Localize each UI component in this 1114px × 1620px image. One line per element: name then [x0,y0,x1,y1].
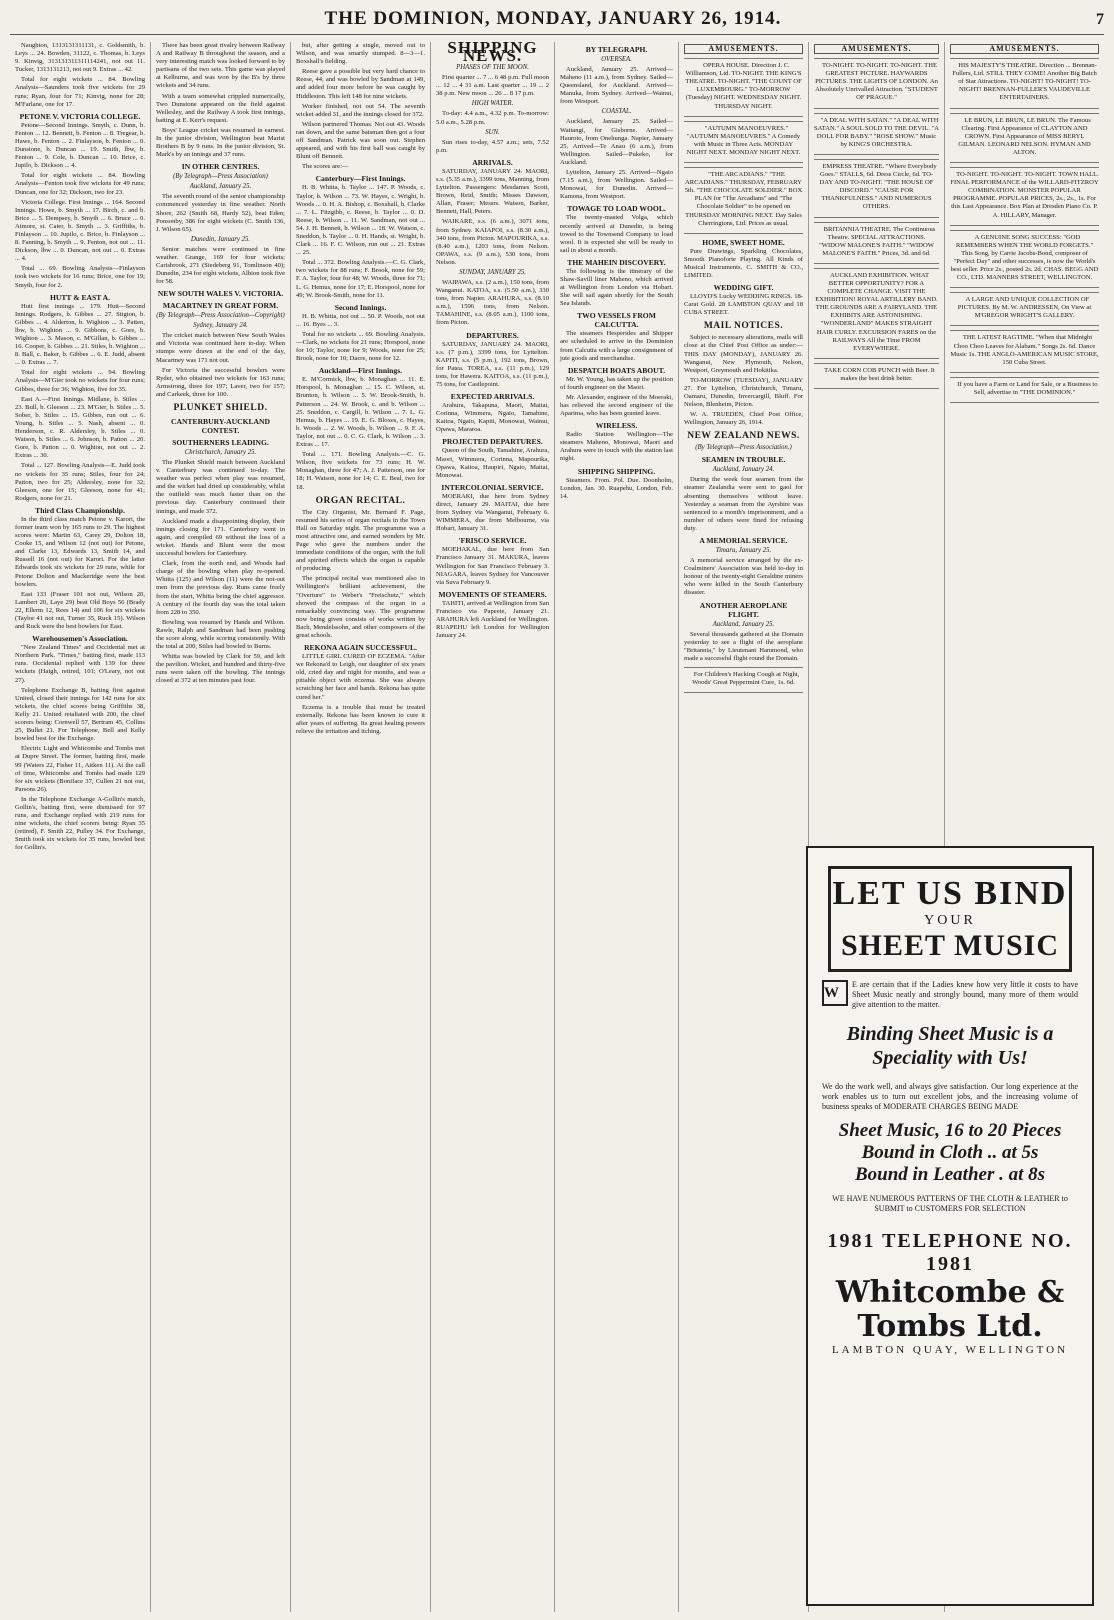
text-block: "New Zealand Times" and Occidental met at Northern Park. "Times," batting first, made 113 runs. Occidental replied with 139 for three wickets (Haigh, retired, 101; O'Leary, not out 27). [15,644,145,684]
text-block: The following is the itinerary of the Shaw-Savill liner Maheno, which arrived at Wellington from London via Hobart. She will sail again shortly for the South Sea Islands. [560,267,673,308]
text-block: Telephone Exchange B, batting first against United, closed their innings for 142 runs for six wickets, the chief scores being Griffiths 38, Kelly 21. United retaliated with 200, the chief scorers being: Cornwell 57, Bertram 45, Collins 25, Bullet 21. For Telephone, Bell and Kelly bowled best for the Exchange. [15,686,145,743]
text-block: W. A. TRUEDEN, Chief Post Office, Wellington, January 26, 1914. [684,411,803,427]
text-block: TO-MORROW (TUESDAY), JANUARY 27. For Lyttelton, Christchurch, Timaru, Oamaru, Dunedin, Invercargill, Bluff. For Nelson, Blenheim, Picton. [684,376,803,409]
text-block: The scores are:— [302,163,349,171]
text-block: The City Organist, Mr. Bernard F. Page, resumed his series of organ recitals in the Town Hall on Saturday night. The programme was a most attractive one, and earned wonders by Mr. Page who gave the numbers under the immediate conditions of the organ, with the full and spirited effects which the organ is capable of producing. [296,508,425,573]
text-block: Total for eight wickets ... 84. Bowling Analysis—Fenton took five wickets for 49 runs; Duncan, one for 32; Dickson, two for 23. [15,172,145,196]
heading: TOWAGE TO LOAD WOOL. [567,204,666,214]
dateline: Christchurch, January 25. [184,449,257,456]
advertisement [814,363,939,389]
text-block: The steamers Hesperides and Shipper are scheduled to arrive in the Dominion from Calcutta with a large consignment of jute goods and merchandise. [560,330,673,362]
text-block: Wilson partnered Thomas. Not out 43. Woods ran down, and the same batsman then got a four off Sandman. Patrick was soon out. Stephen appeared, and with his first ball was caught by Blunt off Bennett. [296,120,425,161]
heading: IN OTHER CENTRES. [181,162,260,172]
heading: DESPATCH BOATS ABOUT. [567,365,666,375]
text-block: Whitta was bowled by Clark for 59, and left the pavilion. Wicket, and hundred and thirty-five runs were taken off the bowling. The innings closed at 372 at ten minutes past four. [156,653,285,685]
column-cricket-2 [150,42,290,1612]
subheading: COASTAL. [601,108,632,116]
masthead [10,8,1104,35]
text-block: The cricket match between New South Wales and Victoria was continued here to-day. When stumps were drawn at the end of the day, Macartney was 171 not out. [156,332,285,364]
heading: MOVEMENTS OF STEAMERS. [438,589,547,599]
column-amusements-1 [678,42,808,1612]
advertisement [950,113,1099,163]
text-block: Lyttelton, January 25. Arrived—Ngaio (7.15 a.m.), from Wellington. Sailed—Monowai, for Dunedin. Arrived—Kamona, from Westport. [560,169,673,201]
subheading: (By Telegraph—Press Association—Copyright) [156,312,285,320]
advertisement [814,159,939,218]
heading: Canterbury—First Innings. [315,174,406,184]
text-block: EMPRESS THEATRE. "Where Everybody Goes." STALLS, 6d. Dress Circle, 6d. TO-DAY AND TO-NIGHT. "THE HOUSE OF DISCORD." "CAUSE FOR THANKFULNESS." AND NUMEROUS OTHERS. [819,162,937,211]
text-block: Several thousands gathered at the Domain yesterday to see a flight of the aeroplane "Britannia," by Lieutenant Hammond, who made a successful flight round the Domain. [684,630,803,662]
text-block: During the week four seamen from the steamer Zealandia were sent to gaol for absenting themselves without leave. Yesterday a seaman from the Ayrshire was sentenced to a month's imprisonment, and a number of others were fined for refusing duty. [684,476,803,532]
text-block: BRITANNIA THEATRE. The Continuous Theatre. SPECIAL ATTRACTIONS. "WIDOW MALONE'S FAITH." "WIDOW MALONE'S FAITH." Prices, 3d. and 6d. [819,225,936,257]
text-block: Clark, from the north end, and Woods had charge of the bowling when play re-opened. Whitta (125) and Wilson (11) were the not-out men from the previous day. Runs came freely from the start, Whitta being the chief aggressor. A century of the fourth day was the total taken from 228 to 350. [156,560,285,616]
firm-name: Whitcombe & Tombs Ltd. [835,1275,1065,1344]
ad-body [808,972,1092,1018]
heading: ARRIVALS. [472,157,513,167]
scorecard: H. B. Whitta, b. Taylor ... 147. P. Woods, c. Taylor, b. Wilson ... 73. W. Hayes, c. Wright, b. Woods ... 0. H. A. Bishop, c. Boxshall, b. Clarke ... 7. L. Fitzgibb, c. Reese, b. Taylor ... 0. D. Reese, b. Wilson ... 11. W. Sandman, not out ... 54. J. H. Bennett, b. Wilson ... 18. W. Watson, c. Sneddon, b. Taylor ... 0. H. Hands, st. Wright, b. Clark ... 16. F. C. Wilson, run out ... 21. Extras ... 25. [296,184,425,257]
text-block: SATURDAY, JANUARY 24. MAORI, s.s. (5.35 a.m.), 3399 tons, Manning, from Lyttelton. Passengers: Mesdames Scott, Brown, Reid, Smith; Misses Dawson, Allan, Fraser; Messrs. Watson, Barker, Bennett, Hall, Peters. [436,167,549,216]
scorecard: Total ... 171. Bowling Analysis.—C. G. Wilson, five wickets for 73 runs; H. W. Monaghan, three for 47; A. J. Patterson, one for 18; H. Watson, none for 14; C. E. Beal, two for 18. [296,451,425,491]
text-block: AUCKLAND EXHIBITION. WHAT BETTER OPPORTUNITY? FOR A COMPLETE CHANGE. VISIT THE EXHIBITION! ROYAL ARTILLERY BAND. THE GROUNDS ARE A FAIRYLAND. THE EXHIBITS ARE ASTONISHING. "WONDERLAND" MAKES STRAIGHT HAIR CURLY. EXCURSION FARES on the RAILWAYS All the Time FROM EVERYWHERE. [815,271,938,352]
heading: CANTERBURY-AUCKLAND CONTEST. [170,417,271,435]
ad-headline: LET US BIND [832,875,1068,912]
heading: Second Innings. [334,302,387,312]
text-block: Mr. W. Young, has taken up the position of fourth engineer on the Maori. [560,375,673,391]
scorecard: H. B. Whitta, not out ... 50. P. Woods, not out ... 16. Byes ... 3. [296,312,425,328]
text-block: TO-NIGHT. TO-NIGHT. TO-NIGHT. TOWN HALL. FINAL PERFORMANCE of the WILLARD-FITZROY COMBINATION. MONSTER POPULAR PROGRAMME. POPULAR PRICES, 2s., 2s., 1s. For this Last Appearance. Box Plan at Dresden Piano Co. P. A. HILLARY, Manager. [950,171,1099,219]
text-block: TO-NIGHT. TO-NIGHT. TO-NIGHT. THE GREATEST PICTURE. HAYWARDS PICTURES. THE LIGHTS OF LONDON. An Absolutely Unrivalled Attraction. "STUDENT OF PRAGUE." [815,62,938,102]
section-title: AMUSEMENTS. [684,44,803,54]
heading: NEW ZEALAND NEWS. [687,431,800,442]
sheet-music-advertisement [806,846,1094,1606]
scorecard: Total for no wickets ... 69. Bowling Analysis.—Clark, no wickets for 21 runs; Horspool, none for 10; Taylor, none for 9; Woods, none for 25; Brook, none for 10; Dacre, none for 12. [296,330,425,363]
text-block: Subject to necessary alterations, mails will close at the Chief Post Office as under:— THIS DAY (MONDAY), JANUARY 26. Wanganui, New Plymouth, Nelson, Westport, Greymouth and Hokitika. [684,334,803,374]
scorecard: E. M'Cormick, lbw, b. Monaghan ... 11. E. Horspool, b. Monaghan ... 15. C. Wilson, st. Brunton, b. Wilson ... 5. W. Brook-Smith, b. Patterson ... 24. W. Brook, c. and b. Wilson ... 25. Sneddon, c. Cargill, b. Wilson ... 7. L. G. Hemus, b. Hayes ... 19. E. G. Bloxes, c. Hayes, b. Woods ... 2. W. Woods, b. Wilson ... 9. F. A. Taylor, not out ... 0. C. G. Clark, b. Wilson ... 3. Extras ... 17. [296,376,425,449]
text-block: Sun rises to-day, 4.57 a.m.; sets, 7.52 p.m. [436,138,549,154]
text-block: Arahura, Takapuna, Maori, Maitai, Corinna, Wimmera, Ngaio, Tamahine, Kaitoa, Ngaio, Kapiti, Monowai, Wainui, Opawa, Mararoa. [436,402,549,434]
advertisement [950,330,1099,372]
text-block: HIS MAJESTY'S THEATRE. Direction ... Brennan-Fullers, Ltd. STILL THEY COME! Another Big Batch of Star Attractions. TO-NIGHT! TO-NIGHT! TO-NIGHT! BRENNAN-FULLER'S VAUDEVILLE ENTERTAINERS. [952,62,1097,102]
text-block: Queen of the South, Tamahine, Arahura, Maori, Wimmera, Corinna, Mapourika, Opawa, Kaitoa, Haupiri, Ngaio, Maitai, Monowai. [436,447,549,479]
dateline: Auckland, January 24. [712,466,775,474]
heading: HUTT & EAST A. [49,292,111,302]
heading: THE MAHEIN DISCOVERY. [567,257,666,267]
heading: PETONE V. VICTORIA COLLEGE. [19,111,141,121]
subheading: SUN. [485,128,500,136]
text-block: If you have a Farm or Land for Sale, or a Business to Sell, advertise in "THE DOMINION." [957,380,1098,396]
text-block: Eczema is a trouble that must be treated externally. Rekona has been known to cure it after years of suffering. Its great healing powers relieve the irritation and itching. [296,703,425,735]
column-scores [290,42,430,1612]
text-block: LE BRUN, LE BRUN, LE BRUN. The Famous Clearing. First Appearance of CLAYTON AND CROWN. First Appearance of MISS BERYL GILMAN. LEONARD NELSON. HYMAN AND ALTON. [958,116,1091,156]
text-block: With a team somewhat crippled numerically, Two Dunstone appeared on the field against Wellesley, and the Railway A took first innings, batting at E. Kerr's request. [156,92,285,124]
text-block: The seventh round of the senior championship commenced yesterday in fine weather. North Shore, 262 (Smith 68, Hardy 52), beat Eden; Ponsonby, 386 for eight wickets (C. Smith 136, J. Wilson 65). [156,193,285,233]
price-line: Bound in Cloth .. at 5s [861,1142,1039,1163]
text-block: Pure Drawings, Sparkling Chocolates, Smooth Pianoforte Playing. All Kinds of Musical Instruments. C. SMITH & CO., LIMITED. [684,247,803,279]
column-shipping [430,42,554,1612]
masthead-title: THE DOMINION, MONDAY, JANUARY 26, 1914. [324,8,782,29]
ad-headline-your: YOUR [924,913,976,928]
heading: WEDDING GIFT. [713,283,774,293]
dateline: Sydney, January 24. [193,322,248,330]
heading: HOME, SWEET HOME. [702,237,785,247]
heading: DEPARTURES. [466,330,519,340]
text-block: For Victoria the successful bowlers were Ryder, who obtained two wickets for 163 runs; Armstrong, three for 197; Laver, two for 157; and Carkeek, three for 100. [156,366,285,398]
text-block: Bowling was resumed by Hands and Wilson. Rawle, Ralph and Sandman had been pushing the score along, while scoring consistently. With the total at 200, Stiles had bowled to Burns. [156,618,285,651]
text-block: but, after getting a single, moved out to Wilson, and was smartly stumped. 8—3—1. Boxshall's fielding. [296,42,425,66]
advertisement [950,58,1099,108]
advertisement [950,230,1099,289]
heading: MACARTNEY IN GREAT FORM. [162,301,279,311]
column-cricket [10,42,150,1612]
text-block: SATURDAY, JANUARY 24. MAORI, s.s. (7 p.m.), 3399 tons, for Lyttelton. KAPITI, s.s. (5 p.m.), 192 tons, Brown, for Patea. TOREA, s.s. (11 p.m.), 129 tons, for Hawera. KAITOA, s.s. (11 p.m.), 75 tons, for Castlepoint. [436,340,549,388]
text-block: TAKE CORN COB PUNCH with Beer. It makes the best drink better. [824,366,935,382]
heading: Auckland—First Innings. [318,366,403,376]
text-block: A LARGE AND UNIQUE COLLECTION OF PICTURES. By M. W. ANDRESSEN, On View at M'GREGOR WRIGHT'S GALLERY. [957,296,1092,320]
text-block: A memorial service arranged by the ex-Coalminers' Association was held to-day in honour of the twenty-eight Geraldine miners who were killed in the South Canterbury disaster. [684,557,803,597]
heading: 'FRISCO SERVICE. [458,536,527,546]
text-block: The twenty-masted Volga, which recently arrived at Dunedin, is being towed to the Townsend Company to load wool. It is expected she will be ready to sail in about a month. [560,214,673,254]
advertisement [950,292,1099,326]
text-block: Mr. Alexander, engineer of the Moeraki, has relieved the second engineer of the Aparima, who has been granted leave. [560,393,673,418]
heading: SHIPPING SHIPPING. [577,466,656,476]
heading: INTERCOLONIAL SERVICE. [441,482,544,492]
advertisement [814,222,939,264]
heading: TWO VESSELS FROM CALCUTTA. [577,311,656,330]
telephone-number: 1981 TELEPHONE NO. 1981 [827,1230,1073,1275]
heading: PLUNKET SHIELD. [173,403,268,413]
text-block: To-day: 4.4 a.m., 4.32 p.m. To-morrow: 5.0 a.m., 5.28 p.m. [436,110,549,126]
advertisement [814,58,939,108]
ad-slogan: Binding Sheet Music is a Speciality with Us! [846,1023,1054,1069]
text-block: Total for eight wickets ... 84. Bowling Analysis—Saunders took five wickets for 29 runs; Ryan, four for 71; Kinvig, none for 28; M'Farlane, one for 17. [15,76,145,108]
text-block: "AUTUMN MANOEUVRES." "AUTUMN MANOEUVRES." A Comedy with Music in Three Acts. MONDAY NIGHT NEXT. MONDAY NIGHT NEXT. [686,124,801,156]
subheading: (By Telegraph—Press Association.) [695,444,792,452]
text-block: Total ... 69. Bowling Analysis—Finlayson took two wickets for 16 runs; Brice, one for 19; Smyth, four for 2. [15,265,145,289]
subheading: PHASES OF THE MOON. [456,64,529,72]
ad-headline-sheet-music: SHEET MUSIC [840,929,1059,962]
text-block: WAIPAWA, s.s. (2 a.m.), 150 tons, from Wanganui. KATOA, s.s. (5.50 a.m.), 330 tons, from Napier. ARAHURA, s.s. (8.10 a.m.), 1596 tons, from Nelson. TAMAHINE, s.s. (8.05 a.m.), 1100 tons, from Picton. [436,278,549,327]
text-block: Auckland made a disappointing display, their innings closing for 171. Canterbury went in again, and compiled 69 without the loss of a wicket. Hands and Blunt were the most successful bowlers for Canterbury. [156,517,285,558]
text-block: "A DEAL WITH SATAN." "A DEAL WITH SATAN." A SOUL SOLD TO THE DEVIL. "A DOLL FOR BABY." "ROSE SHOW." Music by KING'S ORCHESTRA. [814,116,939,148]
heading: ANOTHER AEROPLANE FLIGHT. [699,600,788,619]
heading: A MEMORIAL SERVICE. [699,536,788,546]
text-block: Senior matches were continued in fine weather. Grange, 169 for four wickets; Carisbrook, 271 (Siedeberg 91, Tomlinson 40); Dunedin, 234 for eight wickets, Albion took five for 58. [156,245,285,286]
text-block: Total ... 127. Bowling Analysis—E. Judd took no wickets for 35 runs; Stiles, four for 24; Patton, two for 25; Aldersley, none for 32; Gleeson, one for 15; Gleeson, none for 41; Rodgers, none for 21. [15,462,145,502]
text-block: LLOYD'S Lucky WEDDING RINGS. 18-Carat Gold. 28 LAMBTON QUAY and 18 CUBA STREET. [684,293,803,317]
text-block: THE LATEST RAGTIME. "When that Midnight Choo Choo Leaves for Alabam." Songs 2s. 6d. Dance Music 1s. THE ANGLO-AMERICAN MUSIC STORE, 150 Cuba Street. [950,334,1099,366]
text-block: Hutt first innings ... 179. Hutt—Second Innings. Rodgers, b. Gibbes ... 27. Stigton, b. Gibbes ... 4. Alderton, b. Wighton ... 3. Patten, lbw, b. Wighton ... 9. Gibbons, c. Gore, b. Wighton ... 3. Mason, c. M'Gillan, b. Gibbes ... 16. Cooper, b. Gibbes ... 21. Stiles, b. Wighton ... 8. Ball, c. Baker, b. Gibbes ... 6. E. Judd, absent ... 0. Extras ... 7. [15,302,145,367]
heading: EXPECTED ARRIVALS. [450,392,535,402]
ad-banner [828,866,1072,972]
text-block: MOERAKI, due here from Sydney direct, January 29. MAITAI, due here from Sydney via Wanganui, February 6. WIMMERA, due from Melbourne, via Hobart, January 31. [436,492,549,533]
text-block: Reese gave a possible but very hard chance to Reese, 44, and was bowled by Sandman at 149, and added four more before he was caught by Hiddleston. This left 148 for nine wickets. [296,68,425,100]
text-block: There has been great rivalry between Railway A and Railway B throughout the season, and a very interesting match was looked forward to by partisans of the two sets. This game was played at Kelburne, and was won by the B's by three wickets and 34 runs. [156,42,285,90]
text-block: Worker finished, not out 54. The seventh wicket added 31, and the innings closed for 372. [296,102,425,118]
advertisement [950,167,1099,226]
text-block: Total for eight wickets ... 94. Bowling Analysis—M'Gier took no wickets for four runs; Gibbes, three for 36; Wighton, five for 35. [15,369,145,393]
subheading: HIGH WATER. [471,100,514,108]
heading: ORGAN RECITAL. [315,495,406,506]
heading: SEAMEN IN TROUBLE. [701,455,786,465]
dateline: Timaru, January 25. [715,547,772,555]
firm-address: LAMBTON QUAY, WELLINGTON [831,1344,1069,1356]
text-block: TAHITI, arrived at Wellington from San Francisco via Papeete, January 21. ARAHURA left Auckland for Wellington. RUAPEHU left London for Wellington January 24. [436,599,549,640]
dateline: Auckland, January 25. [712,620,775,628]
text-block: Radio Station Wellington—The steamers Maheno, Monowai, Maori and Arahura were in touch with the station last night. [560,431,673,463]
heading: PROJECTED DEPARTURES. [442,437,543,447]
subheading: (By Telegraph—Press Association) [173,173,268,181]
text-block: A GENUINE SONG SUCCESS: "GOD REMEMBERS WHEN THE WORLD FORGETS." This Song, by Carrie Jacobs-Bond, composer of "Perfect Day" and other successes, is now the World's best seller. Price 2s., posted 2s. 2d. CHAS. BEGG AND CO., LTD. MANNERS STREET, WELLINGTON. [950,233,1099,282]
text-block: East 133 (Fraser 101 not out, Wilson 20, Lambert 20, Laye 29) beat Old Boys 56 (Brady 22, Ellerm 12, Rees 14) and 106 for six wickets (Taylor 41 not out, Turner 35, Ruck 15). Wilson and Ruck were the best bowlers for East. [15,590,145,631]
text-block: East A.—First Innings. Midlane, b. Stiles ... 23. Bull, b. Gleeson ... 23. M'Gier, b. Stiles ... 5. Sober, b. Stiles ... 15. Gibbes, run out ... 6. Young, b. Stiles ... 5. Nash, absent ... 0. Henderson, c. R. Aldersley, b. Stiles ... 0. Watson, b. Stiles ... 6. Johnson, b. Patton ... 20. Gore, b. Patton ... 0. Wighton, not out ... 2. Extras ... 30. [15,395,145,460]
text-block: OPERA HOUSE. Direction J. C. Williamson, Ltd. TO-NIGHT. THE KING'S THEATRE. TO-NIGHT. "THE COUNT OF LUXEMBOURG." TO-MORROW (Tuesday) NIGHT. WEDNESDAY NIGHT. THURSDAY NIGHT. [685,62,802,110]
text-block: In the third class match Petone v. Karori, the former team won by 165 runs to 29. The highest scores were: Martin 63, Carey 29, Dolton 18, Cooke 15, and Wilson 12 (not out) for Petone, and Clarke 13, Edwards 13, Smith 14, and Russell 16 (not out) for Karori. For the latter Edwards took six wickets for 29 runs, while for Petone Dolton and Mackeridge were the best bowlers. [15,515,145,588]
text-block: Boys' League cricket was resumed in earnest. In the junior division, Wellington beat Marist Brothers B by 9 runs. In the junior division, St. Mark's by an innings and 37 runs. [156,126,285,159]
text-block: Victoria College. First Innings ... 164. Second Innings. Howe, b. Smyth ... 17. Birch, c. and b. Brice ... 5. Dempsey, b. Smyth ... 6. Bruce ... 0. Atmore, st. Cater, b. Smyth ... 3. Griffiths, b. Finlayson ... 10. Jupilo, c. Brice, b. Finlayson ... 8. Fanning, b. Smyth ... 9. Fenton, not out ... 11. Dickson, lbw ... 0. Duncan, not out ... 0. Extras ... 4. [15,198,145,263]
scorecard: Total ... 372. Bowling Analysis.—C. G. Clark, two wickets for 88 runs; F. Brook, none for 59; F. A. Taylor, four for 48; W. Woods, three for 71; L. G. Hemus, none for 17; E. Horspool, none for 49; W. Brook-Smith, none for 11. [296,259,425,299]
advertisement [814,268,939,359]
page-number: 7 [1096,11,1104,28]
text-block: Petone—Second Innings. Smyth, c. Dunn, b. Fenton ... 12. Bennett, b. Fenton ... 8. Tregear, b. Hawe, b. Fenton ... 2. Finlayson, b. Fenton ... 0. Dunstone, b. Duncan ... 19. Smith, lbw, b. Fenton ... 9. Cole, b. Duncan ... 10. Brice, c. Jupilo, b. Dickson ... 4. [15,121,145,170]
heading: REKONA AGAIN SUCCESSFUL. [304,643,417,653]
advertisement [684,121,803,163]
heading: MAIL NOTICES. [703,321,784,332]
section-title: AMUSEMENTS. [950,44,1099,54]
text-block: MOEHAKAL, due here from San Francisco January 31. MAKURA, leaves Wellington for San Francisco February 3. NIAGARA, leaves Sydney for Vancouver via Suva February 9. [436,546,549,586]
column-telegraph [554,42,678,1612]
ad-text: WE HAVE NUMEROUS PATTERNS OF THE CLOTH & LEATHER to SUBMIT to CUSTOMERS FOR SELECTION [832,1194,1068,1213]
text-block: Auckland, January 25. Arrived—Maheno (11 a.m.), from Sydney. Sailed—Queensland, for Auckland. Arrived—Manuka, from Sydney. Arrived—Wainui, from Westport. [560,66,673,106]
text-block: Steamers. From. Pol. Due. Doonholm, London, Jan. 30. Ruapehu, London, Feb. 14. [560,476,673,500]
ad-text: E are certain that if the Ladies knew how very little it costs to have Sheet Music neatly and strongly bound, many more of them would give attention to the matter. [852,980,1078,1009]
dateline: Dunedin, January 25. [190,235,251,243]
text-block: First quarter ... 7 ... 6 48 p.m. Full moon ... 12 ... 4 31 a.m. Last quarter ... 19 ... 2 38 p.m. New moon ... 26 ... 8 17 p.m. [436,74,549,98]
heading: WIRELESS. [595,421,638,431]
text-block: The principal recital was mentioned also in Wellington's brilliant achievement, the "Overture" to Weber's "Freischutz," which showed the compass of the organ in a remarkably convincing way. The programme now being given consists of works written by Bach, Mendelssohn, and other composers of the great schools. [296,575,425,639]
advertisement [684,58,803,117]
advertisement [684,667,803,693]
subheading: OVERSEA. [601,56,632,63]
price-line: Bound in Leather . at 8s [854,1164,1046,1185]
dateline: Auckland, January 25. [189,183,252,191]
text-block: LITTLE GIRL CURED OF ECZEMA. "After we Rekona'd to Leigh, our daughter of six years old, cried day and night for months, and was a pitiable object with eczema. She was always scratching her face and hands. Rekona has quite cured her." [296,653,425,701]
text-block: For Children's Hacking Cough at Night, Woods' Great Peppermint Cure, 1s. 6d. [692,670,800,686]
text-block: Electric Light and Whitcombe and Tombs met at Dupre Street. The former, batting first, made 99 (Waters 22, Fisher 11, Aitken 11). At the call of time, Whitcombe and Tombs had made 129 for six wickets (Boniface 37, Cullen 21 not out, Parsons 26). [15,745,145,793]
text-block: WAIKARE, s.s. (6 a.m.), 3071 tons, from Sydney. KAIAPOI, s.s. (8.30 a.m.), 340 tons, from Picton. MAPOURIKA, s.s. (8.40 a.m.), 1203 tons, from Nelson. OPAWA, s.s. (9 a.m.), 530 tons, from Nelson. [436,218,549,266]
ad-text: We do the work well, and always give satisfaction. Our long experience at the work enables us to turn out excellent jobs, and the increasing volume of business speaks of MODERATE CHARGES BEING MADE [822,1082,1078,1111]
heading: Warehousemen's Association. [32,634,128,644]
advertisement [950,377,1099,403]
advertisement [684,167,803,234]
text-block: Auckland, January 25. Sailed—Waitangi, for Gisborne. Arrived—Hauroto, from Onehunga. Napier, January 25. Arrived—Te Anau (6 a.m.), from Wellington. Sailed—Pukeko, for Auckland. [560,118,673,166]
advertisement [814,113,939,155]
subheading: SUNDAY, JANUARY 25. [459,268,526,276]
heading: NEW SOUTH WALES V. VICTORIA. [157,289,284,299]
heading: BY TELEGRAPH. [585,45,648,54]
text-block: The Plunket Shield match between Auckland v. Canterbury was continued to-day. The weather was perfect when play was resumed, and the wicket had dried up considerably, whilst the outfield was much faster than on the previous day. Canterbury continued their innings, and made 372. [156,459,285,515]
price-line: Sheet Music, 16 to 20 Pieces [838,1120,1062,1141]
heading: Third Class Championship. [35,505,125,515]
section-title: AMUSEMENTS. [814,44,939,54]
text-block: Naughton, 1313131311131, c. Goldsmith, b. Leys ... 24. Bowden, 31122, c. Thomas, b. Leys 9. Kinvig, 313131311311114241, not out 11. Tucker, 1313131213, not out 9. Extras ... 42. [15,42,145,74]
heading: SOUTHERNERS LEADING. [172,438,269,447]
shipping-title: SHIPPING NEWS. [447,42,538,66]
text-block: In the Telephone Exchange A-Gollin's match, Gollin's, batting first, were dismissed for 97 runs, and Exchange replied with 219 runs for nine wickets, the chief scorers being: Ryan 35 (retired), F. Smith 22, Pulley 34. For Exchange, Smith took six wickets for 35 runs, bowled best for Gollin's. [15,795,145,852]
text-block: "THE ARCADIANS." "THE ARCADIANS." THURSDAY, FEBRUARY 5th. "THE CHOCOLATE SOLDIER." BOX PLAN for "The Arcadians" and "The Chocolate Soldier" to be opened on THURSDAY MORNING NEXT. Day Sales Cherringtons, Ltd. Prices as usual. [684,171,803,227]
drop-cap-icon: W [822,980,848,1006]
